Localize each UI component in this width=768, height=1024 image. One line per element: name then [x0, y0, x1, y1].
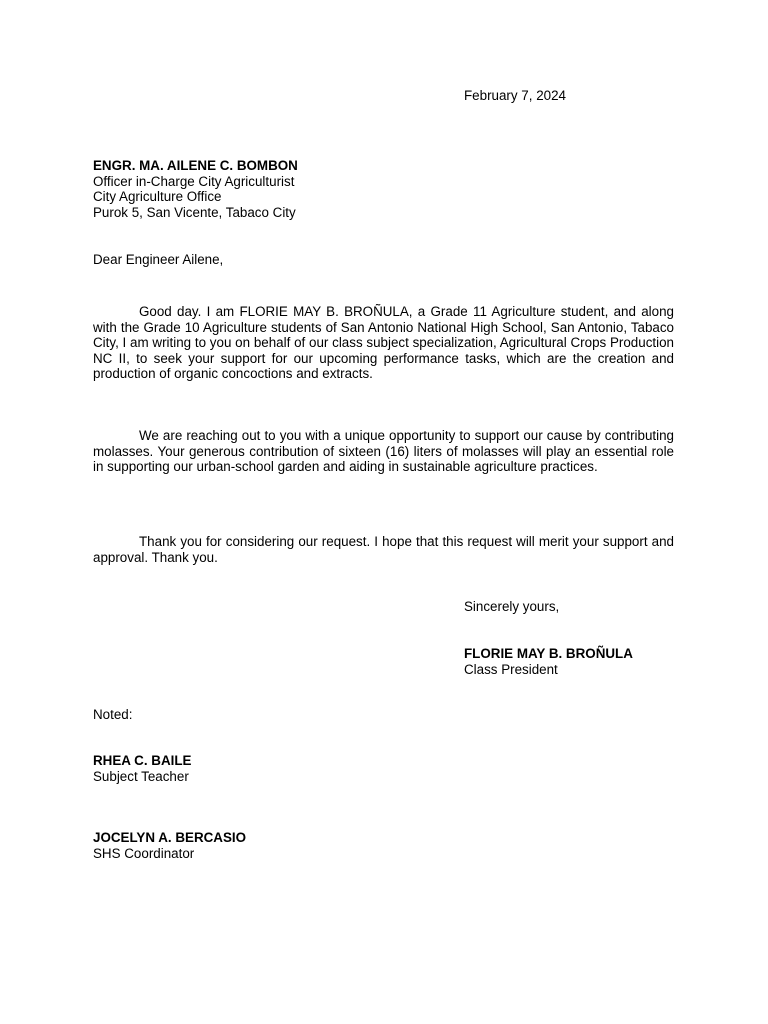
- sender-signature-block: [464, 646, 633, 677]
- salutation: Dear Engineer Ailene,: [93, 252, 224, 267]
- recipient-address: Purok 5, San Vicente, Tabaco City: [93, 204, 296, 220]
- recipient-title: Officer in-Charge City Agriculturist: [93, 173, 295, 189]
- noted-label: Noted:: [93, 707, 133, 722]
- letter-date: February 7, 2024: [464, 88, 566, 103]
- noted-signature-block: [93, 753, 191, 784]
- noted-position: SHS Coordinator: [93, 845, 195, 861]
- recipient-name: ENGR. MA. AILENE C. BOMBON: [93, 158, 298, 173]
- recipient-office: City Agriculture Office: [93, 189, 222, 204]
- sender-position: Class President: [464, 661, 558, 677]
- noted-signature-block: [93, 830, 246, 861]
- body-paragraph-1: Good day. I am FLORIE MAY B. BROÑULA, a Grade 11 Agriculture student, and along with the Grade 10 Agriculture students of San Antonio National High School, San Antonio, Tabaco City, I am writing to you on behalf of our class subject specialization, Agricultural Crops Production NC II, to seek your support for our upcoming performance tasks, which are the creation and production of organic concoctions and extracts.: [93, 304, 674, 381]
- noted-name: RHEA C. BAILE: [93, 753, 192, 768]
- body-paragraph-2: We are reaching out to you with a unique opportunity to support our cause by contributing molasses. Your generous contribution of sixteen (16) liters of molasses will play an essential role in supporting our urban-school garden and aiding in sustainable agriculture practices.: [93, 428, 674, 474]
- noted-position: Subject Teacher: [93, 768, 189, 784]
- noted-name: JOCELYN A. BERCASIO: [93, 830, 247, 845]
- sender-name: FLORIE MAY B. BROÑULA: [464, 646, 633, 661]
- closing: Sincerely yours,: [464, 599, 560, 614]
- body-paragraph-3: Thank you for considering our request. I hope that this request will merit your support and approval. Thank you.: [93, 534, 674, 565]
- recipient-block: [93, 158, 298, 220]
